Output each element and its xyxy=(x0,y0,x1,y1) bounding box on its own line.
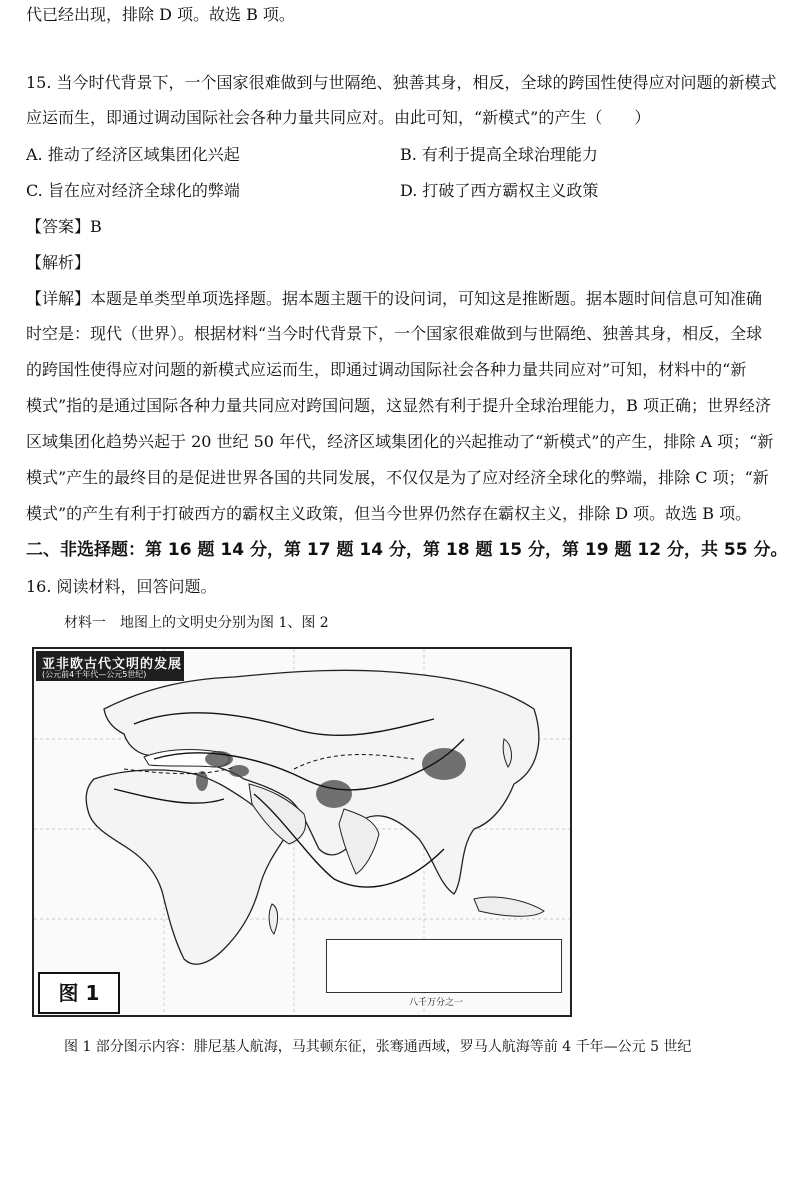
text-line: 代已经出现，排除 D 项。故选 B 项。 xyxy=(26,5,295,24)
civilization-map-figure xyxy=(32,647,572,1017)
analysis-heading: 【解析】 xyxy=(26,253,91,272)
option-c: C. 旨在应对经济全球化的弊端 xyxy=(26,181,240,200)
map-scale: 八千万分之一 xyxy=(409,998,464,1008)
explanation-line: 【详解】本题是单类型单项选择题。据本题主题干的设问词，可知这是推断题。据本题时间信息可知准确 xyxy=(26,289,763,308)
explanation-line: 的跨国性使得应对问题的新模式应运而生，即通过调动国际社会各种力量共同应对”可知，材料中的“新 xyxy=(26,360,747,379)
question-16: 16. 阅读材料，回答问题。 xyxy=(26,577,217,596)
figure-label: 图 1 xyxy=(38,972,120,1014)
question-15-stem: 15. 当今时代背景下，一个国家很难做到与世隔绝、独善其身，相反，全球的跨国性使得应对问题的新模式 xyxy=(26,73,777,92)
option-b: B. 有利于提高全球治理能力 xyxy=(400,145,598,164)
option-a: A. 推动了经济区域集团化兴起 xyxy=(26,145,240,164)
answer: 【答案】B xyxy=(26,217,102,236)
map-title: 亚非欧古代文明的发展 xyxy=(42,657,183,672)
map-title-box xyxy=(36,651,184,681)
map-legend xyxy=(326,939,562,993)
map-subtitle: (公元前4千年代—公元5世纪) xyxy=(42,670,147,679)
option-d: D. 打破了西方霸权主义政策 xyxy=(400,181,599,200)
section-heading: 二、非选择题：第 16 题 14 分，第 17 题 14 分，第 18 题 15 分，第 19 题 12 分，共 55 分。 xyxy=(26,540,788,560)
explanation-line: 模式”指的是通过国际各种力量共同应对跨国问题，这显然有利于提升全球治理能力，B 项正确；世界经济 xyxy=(26,396,772,415)
explanation-line: 区域集团化趋势兴起于 20 世纪 50 年代，经济区域集团化的兴起推动了“新模式”的产生，排除 A 项；“新 xyxy=(26,432,774,451)
explanation-line: 模式”的产生有利于打破西方的霸权主义政策，但当今世界仍然存在霸权主义，排除 D 项。故选 B 项。 xyxy=(26,504,752,523)
question-15-stem-cont: 应运而生，即通过调动国际社会各种力量共同应对。由此可知，“新模式”的产生（ ） xyxy=(26,108,651,127)
material-one-label: 材料一 地图上的文明史分别为图 1、图 2 xyxy=(64,615,329,631)
figure-caption: 图 1 部分图示内容：腓尼基人航海，马其顿东征，张骞通西域，罗马人航海等前 4 千年—公元 5 世纪 xyxy=(64,1039,692,1055)
explanation-line: 模式”产生的最终目的是促进世界各国的共同发展，不仅仅是为了应对经济全球化的弊端，排除 C 项；“新 xyxy=(26,468,769,487)
explanation-line: 时空是：现代（世界）。根据材料“当今时代背景下，一个国家很难做到与世隔绝、独善其身，相反，全球 xyxy=(26,324,763,343)
